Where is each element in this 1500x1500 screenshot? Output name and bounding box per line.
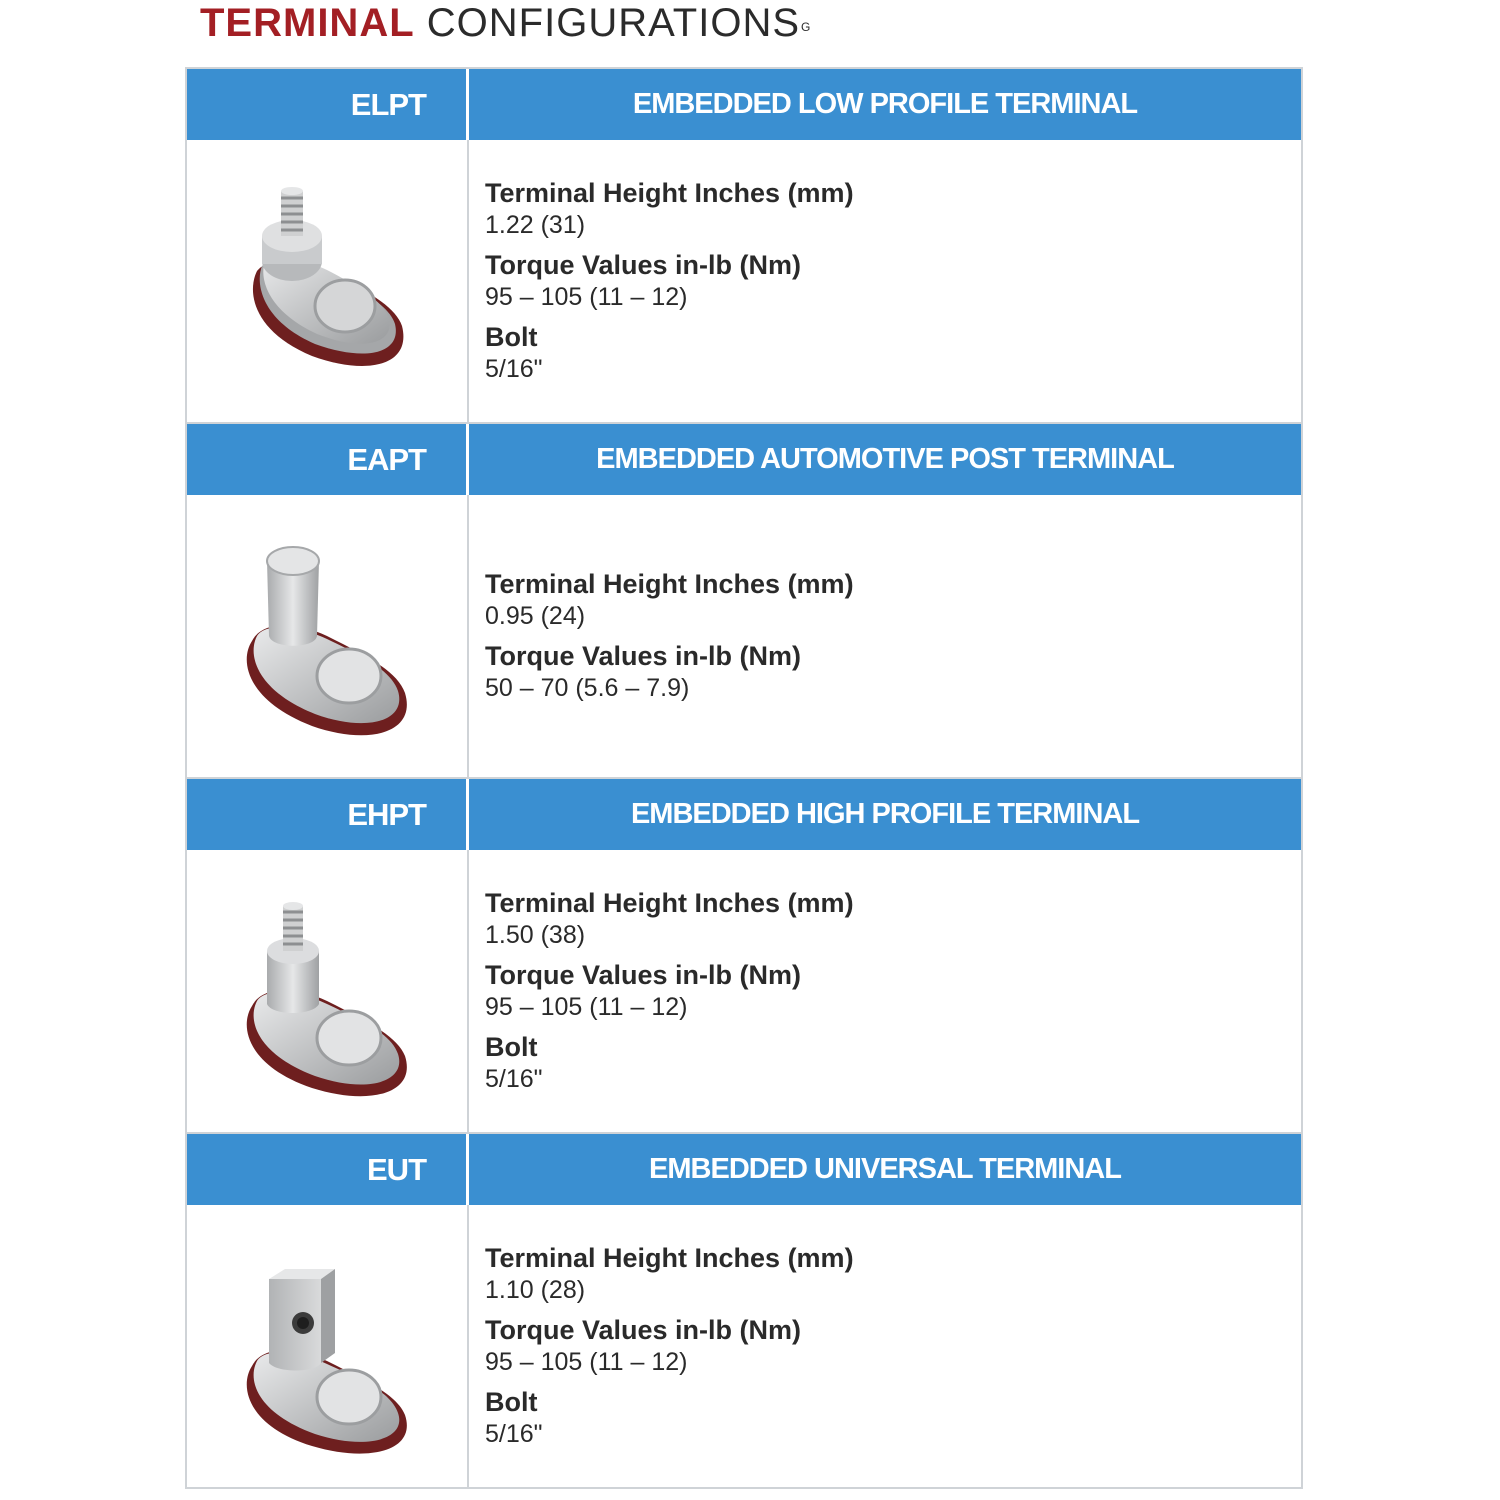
page-title: [200, 0, 811, 50]
title-cell: [469, 1134, 1301, 1205]
spec-terminal-height: [485, 177, 1301, 241]
section-body: [187, 1205, 1301, 1487]
section-header: [187, 779, 1301, 850]
spec-bolt: [485, 1031, 1301, 1095]
spec-label: Torque Values in-lb (Nm): [485, 960, 802, 990]
terminal-code: EHPT: [347, 796, 426, 832]
spec-torque-values: [485, 959, 1301, 1023]
section-body: [187, 140, 1301, 424]
section-body: [187, 850, 1301, 1134]
spec-label: Terminal Height Inches (mm): [485, 888, 854, 918]
spec-bolt: [485, 321, 1301, 385]
spec-value: 95 – 105 (11 – 12): [485, 993, 688, 1021]
terminal-code: ELPT: [350, 86, 426, 122]
spec-label: Terminal Height Inches (mm): [485, 1243, 854, 1273]
section-header: [187, 69, 1301, 140]
spec-value: 95 – 105 (11 – 12): [485, 283, 688, 311]
specs-cell: [469, 140, 1301, 422]
spec-label: Torque Values in-lb (Nm): [485, 1315, 802, 1345]
spec-terminal-height: [485, 887, 1301, 951]
code-cell: [187, 1134, 469, 1205]
config-section-elpt: [187, 69, 1301, 424]
page-title-superscript: G: [801, 20, 812, 34]
terminal-code: EAPT: [347, 441, 426, 477]
code-cell: [187, 69, 469, 140]
specs-cell: [469, 495, 1301, 777]
terminal-code: EUT: [367, 1151, 426, 1187]
page-title-light: CONFIGURATIONS: [426, 1, 801, 45]
spec-torque-values: [485, 249, 1301, 313]
spec-value: 5/16": [485, 1065, 543, 1093]
specs-cell: [469, 850, 1301, 1132]
config-section-ehpt: [187, 779, 1301, 1134]
terminal-title: EMBEDDED UNIVERSAL TERMINAL: [649, 1153, 1121, 1185]
title-cell: [469, 779, 1301, 850]
spec-terminal-height: [485, 1242, 1301, 1306]
spec-torque-values: [485, 640, 1301, 704]
terminal-title: EMBEDDED AUTOMOTIVE POST TERMINAL: [596, 443, 1174, 475]
high-profile-terminal-icon: [217, 876, 437, 1106]
config-section-eapt: [187, 424, 1301, 779]
spec-label: Terminal Height Inches (mm): [485, 569, 854, 599]
low-profile-terminal-icon: [217, 166, 437, 396]
image-cell: [187, 1205, 469, 1487]
terminal-config-table: [185, 67, 1303, 1489]
spec-value: 0.95 (24): [485, 602, 586, 630]
terminal-title: EMBEDDED HIGH PROFILE TERMINAL: [630, 798, 1140, 830]
title-cell: [469, 69, 1301, 140]
title-cell: [469, 424, 1301, 495]
spec-label: Bolt: [485, 1387, 538, 1417]
spec-value: 1.22 (31): [485, 211, 586, 239]
spec-torque-values: [485, 1314, 1301, 1378]
spec-value: 5/16": [485, 355, 543, 383]
spec-label: Bolt: [485, 1032, 538, 1062]
code-cell: [187, 779, 469, 850]
terminal-title: EMBEDDED LOW PROFILE TERMINAL: [632, 88, 1138, 120]
image-cell: [187, 850, 469, 1132]
spec-value: 50 – 70 (5.6 – 7.9): [485, 674, 690, 702]
spec-terminal-height: [485, 568, 1301, 632]
spec-label: Bolt: [485, 322, 538, 352]
spec-value: 1.10 (28): [485, 1276, 586, 1304]
specs-cell: [469, 1205, 1301, 1487]
universal-terminal-icon: [217, 1231, 437, 1461]
spec-bolt: [485, 1386, 1301, 1450]
section-header: [187, 1134, 1301, 1205]
code-cell: [187, 424, 469, 495]
image-cell: [187, 495, 469, 777]
spec-value: 95 – 105 (11 – 12): [485, 1348, 688, 1376]
automotive-post-terminal-icon: [217, 521, 437, 751]
spec-value: 5/16": [485, 1420, 543, 1448]
image-cell: [187, 140, 469, 422]
spec-label: Torque Values in-lb (Nm): [485, 250, 802, 280]
spec-label: Torque Values in-lb (Nm): [485, 641, 802, 671]
spec-label: Terminal Height Inches (mm): [485, 178, 854, 208]
config-section-eut: [187, 1134, 1301, 1487]
spec-value: 1.50 (38): [485, 921, 586, 949]
page-title-strong: TERMINAL: [200, 1, 415, 45]
section-body: [187, 495, 1301, 779]
section-header: [187, 424, 1301, 495]
